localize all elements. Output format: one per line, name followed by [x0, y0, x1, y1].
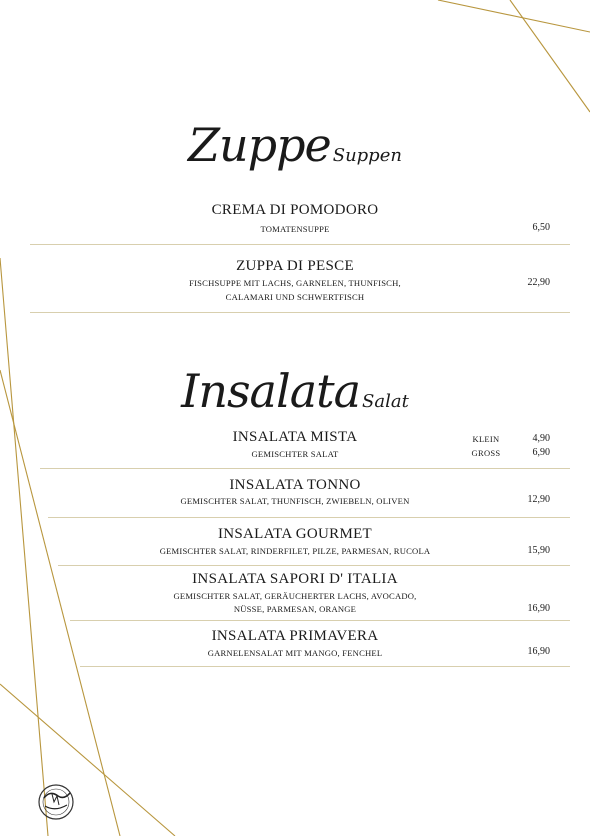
menu-item-price: 15,90	[527, 545, 550, 556]
section-subtitle: Suppen	[332, 145, 402, 166]
menu-item-name: CREMA DI POMODORO	[211, 202, 379, 218]
menu-item-name: INSALATA GOURMET	[217, 526, 373, 542]
menu-item-name: INSALATA TONNO	[229, 477, 361, 493]
menu-item-price: 16,90	[527, 603, 550, 614]
divider	[40, 468, 570, 469]
menu-item-price: 12,90	[527, 494, 550, 505]
size-label-large: GROSS	[471, 448, 501, 458]
divider	[30, 312, 570, 313]
divider	[48, 517, 570, 518]
divider	[70, 620, 570, 621]
menu-item-name: INSALATA PRIMAVERA	[211, 628, 379, 644]
menu-item-desc: GEMISCHTER SALAT, GERÄUCHERTER LACHS, AVOCADO,	[173, 591, 417, 601]
divider	[58, 565, 570, 566]
divider	[80, 666, 570, 667]
menu-item-price: 22,90	[527, 277, 550, 288]
section-title-main: Insalata	[181, 364, 361, 418]
menu-item-desc: GEMISCHTER SALAT, RINDERFILET, PILZE, PARMESAN, RUCOLA	[159, 546, 431, 556]
menu-item-name: INSALATA SAPORI D' ITALIA	[192, 571, 398, 587]
section-title-insalata	[0, 364, 590, 418]
section-subtitle: Salat	[362, 391, 409, 412]
menu-item-desc: CALAMARI UND SCHWERTFISCH	[225, 292, 365, 302]
menu-item-desc: FISCHSUPPE MIT LACHS, GARNELEN, THUNFISCH,	[189, 278, 401, 288]
menu-item-desc: GARNELENSALAT MIT MANGO, FENCHEL	[207, 648, 383, 658]
menu-item-desc: NÜSSE, PARMESAN, ORANGE	[233, 604, 357, 614]
divider	[30, 244, 570, 245]
menu-item-name: ZUPPA DI PESCE	[236, 258, 354, 274]
section-title-zuppe	[0, 118, 590, 172]
menu-item-price-large: 6,90	[532, 447, 550, 458]
section-title-main: Zuppe	[188, 118, 331, 172]
menu-item-name: INSALATA MISTA	[232, 429, 358, 445]
menu-item-price-small: 4,90	[532, 433, 550, 444]
brand-logo	[32, 782, 82, 822]
menu-item-desc: TOMATENSUPPE	[260, 224, 330, 234]
size-label-small: KLEIN	[472, 434, 500, 444]
menu-item-desc: GEMISCHTER SALAT, THUNFISCH, ZWIEBELN, OLIVEN	[180, 496, 410, 506]
menu-item-price: 6,50	[532, 222, 550, 233]
menu-item-price: 16,90	[527, 646, 550, 657]
menu-item-desc: GEMISCHTER SALAT	[251, 449, 339, 459]
